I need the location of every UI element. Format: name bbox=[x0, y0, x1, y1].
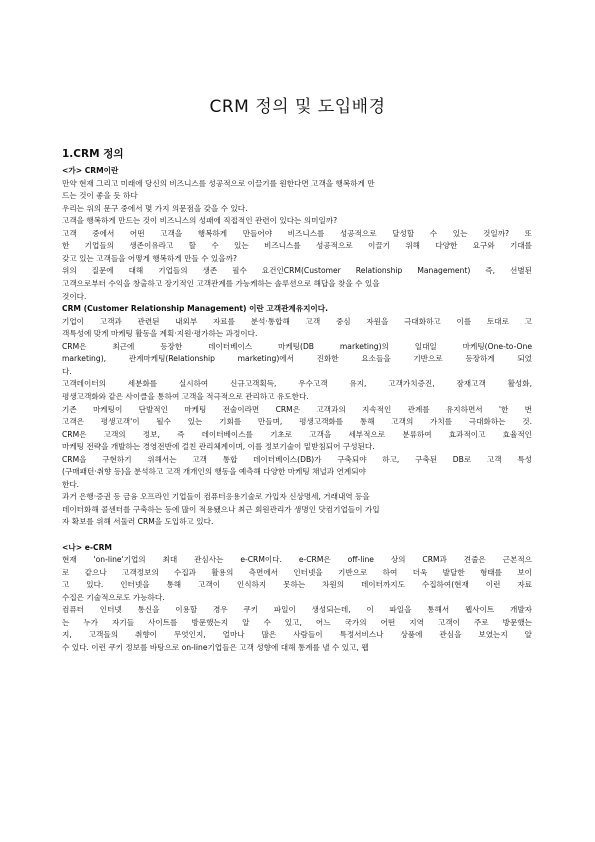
body-line: 것이다. bbox=[62, 291, 87, 301]
body-line: CRM은 고객의 정보, 즉 데이터베이스를 기초로 고객을 세부적으로 분류하여 효과적이고 효율적인 bbox=[62, 429, 532, 439]
body-line: 지, 고객들의 취향이 무엇인지, 얼마나 많은 사람들이 특정서비스나 상품에 관심을 보였는지 알 bbox=[62, 630, 532, 640]
body-line: 수집은 기술적으로도 가능하다. bbox=[62, 592, 165, 602]
body-line: 로 같으나 고객정보의 수집과 활용의 측면에서 인터넷을 기반으로 하여 더욱 발달한 형태를 보이 bbox=[62, 567, 532, 577]
body-line: 마케팅 전략을 개발하는 경영전반에 걸친 관리체계이며, 이를 정보기술이 밑받침되어 구성된다. bbox=[62, 442, 375, 452]
body-line: 갖고 있는 고객들을 어떻게 행복하게 만들 수 있을까? bbox=[62, 253, 237, 263]
body-line: marketing), 관계마케팅(Relationship marketing)에서 진화한 요소들을 기반으로 등장하게 되었 bbox=[62, 354, 532, 364]
section-heading: 1.CRM 정의 bbox=[62, 148, 124, 160]
body-line: 고객을 행복하게 만드는 것이 비즈니스의 성패에 직접적인 관련이 있다는 의미일까? bbox=[62, 216, 338, 226]
body-line: 한다. bbox=[62, 479, 80, 489]
document-title: CRM 정의 및 도입배경 bbox=[209, 97, 386, 117]
body-line: 데이터화해 콜센터를 구축하는 등에 많이 적용됐으나 최근 회원관리가 생명인 닷컴기업들이 가입 bbox=[62, 504, 380, 514]
body-line: 는 누가 자기들 사이트를 방문했는지 알 수 있고, 어느 국가의 어떤 지역 고객이 주로 방문했는 bbox=[62, 617, 532, 627]
body-line: 컴퓨터 인터넷 통신을 이용할 경우 쿠키 파일이 생성되는데, 이 파일을 통해서 웹사이트 개발자 bbox=[62, 605, 532, 615]
body-line: 현재 'on-line'기업의 최대 관심사는 e-CRM이다. e-CRM은 off-line 상의 CRM과 견줄은 근본적으 bbox=[62, 555, 532, 564]
body-line: 자 확보를 위해 서둘러 CRM을 도입하고 있다. bbox=[62, 517, 214, 527]
body-line: 다. bbox=[62, 366, 72, 376]
body-line: 드는 것이 좋을 듯 하다 bbox=[62, 191, 138, 201]
body-line: 기업이 고객과 관련된 내외부 자료를 분석·통합해 고객 중심 자원을 극대화하고 이를 토대로 고 bbox=[62, 316, 532, 326]
body-line: 고객으로부터 수익을 창출하고 장기적인 고객관계를 가능케하는 솔루션으로 해답을 찾을 수 있을 bbox=[62, 278, 380, 288]
body-line: 기존 마케팅이 단발적인 마케팅 전술이라면 CRM은 고객과의 지속적인 관계를 유지하면서 '한 번 bbox=[62, 404, 532, 414]
body-line: 고객은 평생고객'이 될수 있는 기회를 만들며, 평생고객화를 통해 고객의 가치를 극대화하는 것. bbox=[62, 417, 532, 426]
body-line: 객특성에 맞게 마케팅 활동을 계획·지원·평가하는 과정이다. bbox=[62, 329, 258, 339]
subheading: <가> CRM이란 bbox=[62, 166, 119, 175]
subheading: <나> e-CRM bbox=[62, 542, 112, 552]
body-line: 고객 중에서 어떤 고객을 행복하게 만들어야 비즈니스를 성공적으로 달성할 수 있는 것일까? 또 bbox=[62, 228, 532, 238]
body-line: 과거 은행·증권 등 금융 오프라인 기업들이 컴퓨터응용기술로 가입자 신상명세, 거래내역 등을 bbox=[62, 492, 370, 502]
body-line: CRM을 구현하기 위해서는 고객 통합 데이터베이스(DB)가 구축되야 하고, 구축된 DB로 고객 특성 bbox=[62, 454, 532, 464]
body-line: CRM은 최근에 등장한 데이터베이스 마케팅(DB marketing)의 일대일 마케팅(One-to-One bbox=[62, 341, 532, 351]
body-line: (구매패턴·취향 등)을 분석하고 고객 개개인의 행동을 예측해 다양한 마케팅 채널과 연계되야 bbox=[62, 467, 366, 477]
body-line: 고객데이터의 세분화를 실시하여 신규고객획득, 우수고객 유지, 고객가치증진, 잠재고객 활성화, bbox=[62, 379, 532, 389]
body-line: 한 기업들의 생존이유라고 할 수 있는 비즈니스를 성공적으로 이끌기 위해 다양한 요구와 기대를 bbox=[62, 241, 532, 251]
body-line: 고 있다. 인터넷을 통해 고객이 인식하지 못하는 차원의 데이터까지도 수집하여(현재 이런 자료 bbox=[62, 580, 532, 590]
body-line: 평생고객화와 같은 사이클을 통하여 고객을 적극적으로 관리하고 유도한다. bbox=[62, 391, 309, 401]
body-line: 우리는 위의 문구 중에서 몇 가지 의문점을 갖을 수 있다. bbox=[62, 203, 248, 213]
body-line: 위의 질문에 대해 기업들의 생존 필수 요건인CRM(Customer Relationship Management) 즉, 선별된 bbox=[62, 266, 532, 276]
body-line: 수 있다. 이런 쿠키 정보를 바탕으로 on-line기업들은 고객 성향에 대해 통계를 낼 수 있고, 웹 bbox=[62, 642, 369, 652]
subheading: CRM (Customer Relationship Management) 이란 고객관계유지이다. bbox=[62, 304, 328, 314]
blank-line bbox=[62, 530, 532, 540]
body-line: 만약 현재 그리고 미래에 당신의 비즈니스를 성공적으로 이끌기를 원한다면 고객을 행복하게 만 bbox=[62, 178, 375, 188]
